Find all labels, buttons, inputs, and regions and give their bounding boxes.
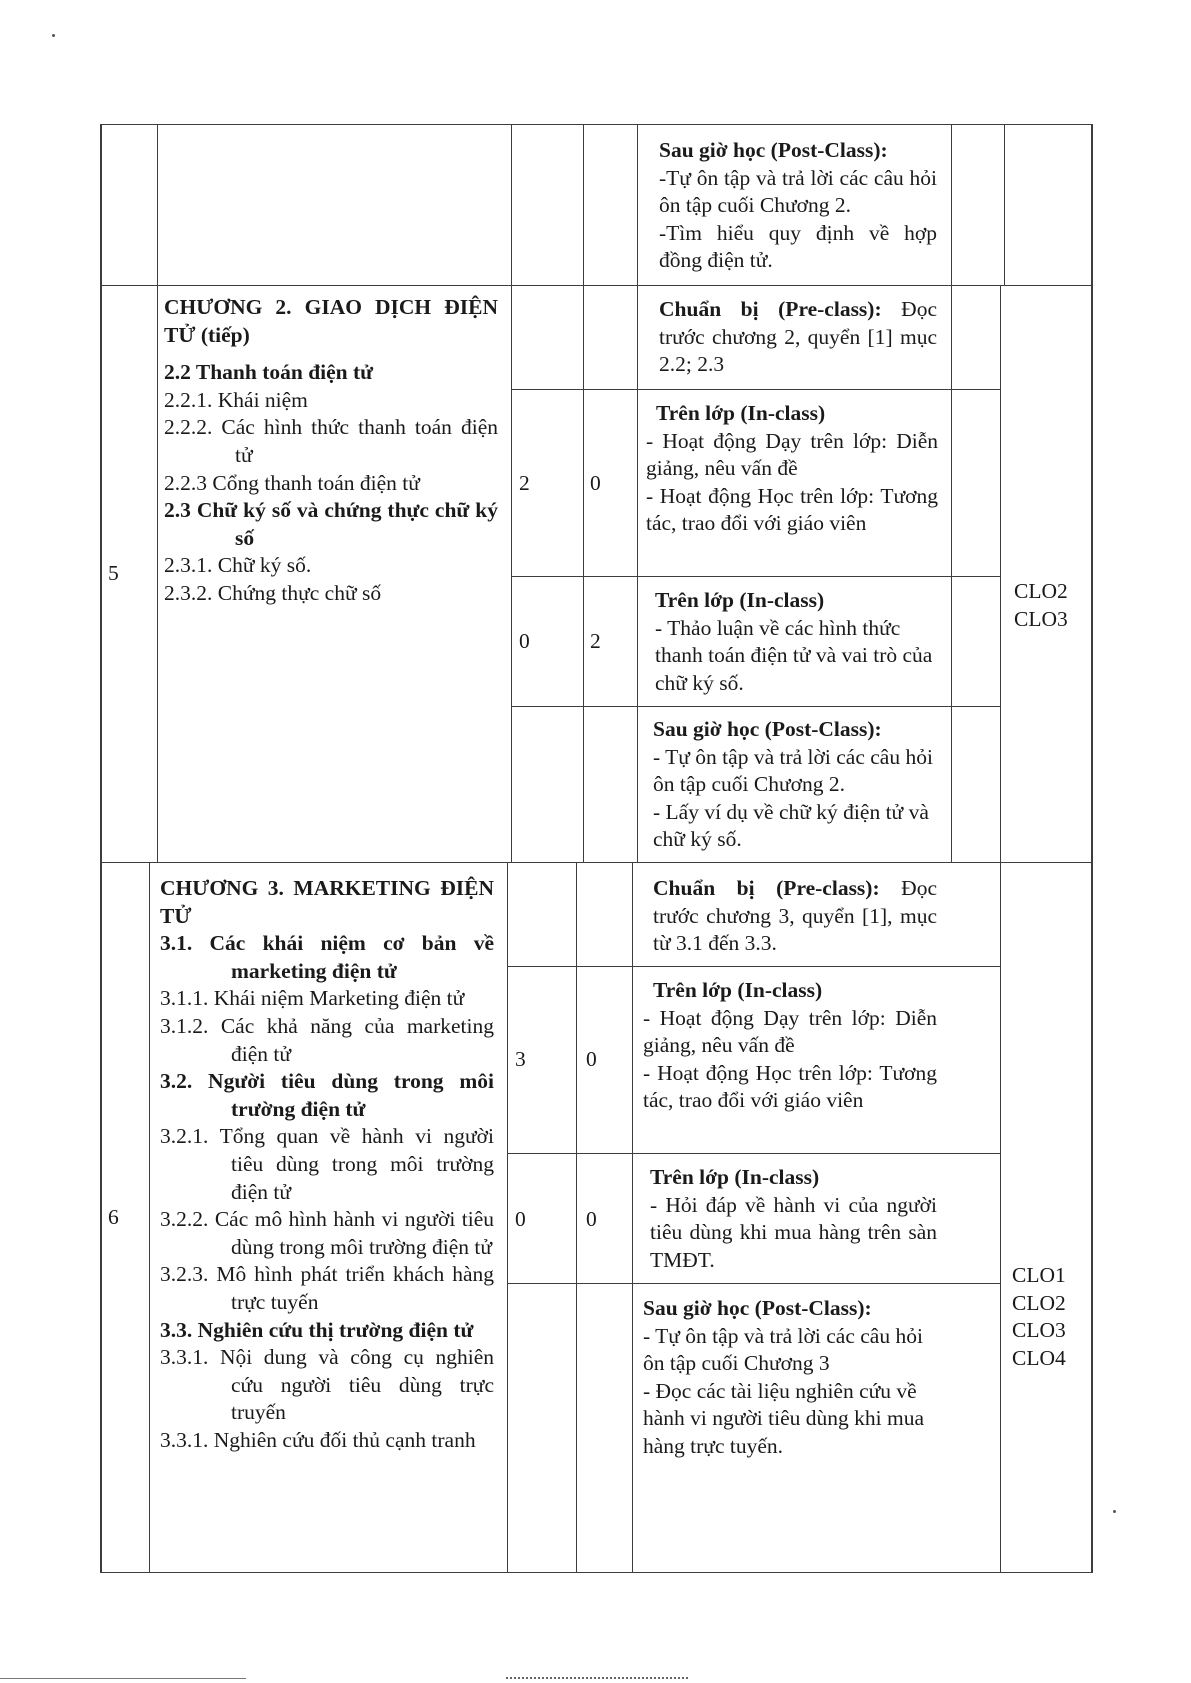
subsection-item: 2.3.2. Chứng thực chữ số bbox=[164, 580, 382, 605]
activity-line: - Đọc các tài liệu nghiên cứu về hành vi người tiêu dùng khi mua hàng trực tuyến. bbox=[643, 1378, 924, 1458]
theory-hours: 0 bbox=[515, 1207, 526, 1231]
subsection-item: 3.2.3. Mô hình phát triển khách hàng trực tuyến bbox=[160, 1262, 494, 1314]
activity-in-class bbox=[643, 977, 937, 1115]
subsection-item: 2.2.3 Cổng thanh toán điện tử bbox=[164, 470, 420, 495]
activity-line: - Hoạt động Dạy trên lớp: Diễn giảng, nêu vấn đề bbox=[643, 1005, 937, 1058]
clo-code: CLO3 bbox=[1012, 1318, 1066, 1343]
activity-line: - Tự ôn tập và trả lời các câu hỏi ôn tập cuối Chương 3 bbox=[643, 1323, 923, 1376]
subsection-item: 3.3.1. Nội dung và công cụ nghiên cứu người tiêu dùng trực truyến bbox=[160, 1345, 494, 1425]
practice-hours: 0 bbox=[590, 471, 601, 495]
subsection-item: 2.3.1. Chữ ký số. bbox=[164, 553, 312, 578]
section-heading: 3.3. Nghiên cứu thị trường điện tử bbox=[160, 1317, 474, 1342]
activity-line: -Tự ôn tập và trả lời các câu hỏi ôn tập cuối Chương 2. bbox=[659, 165, 937, 218]
subsection-item: 3.2.2. Các mô hình hành vi người tiêu dùng trong môi trường điện tử bbox=[160, 1207, 494, 1259]
subsection-item: 3.1.1. Khái niệm Marketing điện tử bbox=[160, 986, 465, 1011]
activity-line: - Tự ôn tập và trả lời các câu hỏi ôn tập cuối Chương 2. bbox=[653, 744, 933, 797]
activity-in-class bbox=[650, 1164, 937, 1274]
subsection-item: 3.1.2. Các khả năng của marketing điện tử bbox=[160, 1013, 494, 1066]
activity-post-class bbox=[643, 1295, 937, 1461]
activity-post-class bbox=[659, 137, 937, 275]
week-number: 6 bbox=[108, 1205, 119, 1229]
chapter-content bbox=[160, 875, 494, 1454]
clo-code: CLO1 bbox=[1012, 1263, 1066, 1287]
clo-code: CLO2 bbox=[1012, 1290, 1066, 1315]
clo-code: CLO4 bbox=[1012, 1345, 1066, 1370]
activity-title: Trên lớp (In-class) bbox=[656, 401, 826, 425]
activity-post-class bbox=[653, 716, 937, 854]
activity-title: Chuẩn bị (Pre-class): bbox=[653, 876, 880, 900]
week-number: 5 bbox=[108, 561, 119, 585]
activity-line: - Thảo luận về các hình thức thanh toán điện tử và vai trò của chữ ký số. bbox=[655, 615, 933, 695]
activity-title: Trên lớp (In-class) bbox=[653, 978, 823, 1002]
section-heading: 2.3 Chữ ký số và chứng thực chữ ký số bbox=[164, 498, 498, 550]
activity-pre-class bbox=[659, 296, 937, 379]
activity-title: Chuẩn bị (Pre-class): bbox=[659, 297, 882, 321]
section-heading: 2.2 Thanh toán điện tử bbox=[164, 360, 374, 385]
scan-speck bbox=[1113, 1510, 1116, 1513]
section-heading: 3.1. Các khái niệm cơ bản về marketing điện tử bbox=[160, 931, 494, 983]
chapter-content bbox=[164, 294, 498, 608]
clo-code: CLO3 bbox=[1014, 606, 1068, 631]
activity-title: Sau giờ học (Post-Class): bbox=[653, 717, 882, 741]
theory-hours: 2 bbox=[519, 471, 530, 495]
theory-hours: 3 bbox=[515, 1047, 526, 1071]
chapter-heading: CHƯƠNG 3. MARKETING ĐIỆN TỬ bbox=[160, 876, 494, 928]
subsection-item: 2.2.1. Khái niệm bbox=[164, 387, 308, 412]
theory-hours: 0 bbox=[519, 629, 530, 653]
activity-line: - Hỏi đáp về hành vi của người tiêu dùng khi mua hàng trên sàn TMĐT. bbox=[650, 1192, 937, 1272]
activity-line: -Tìm hiểu quy định về hợp đồng điện tử. bbox=[659, 220, 937, 273]
clo-code: CLO2 bbox=[1014, 579, 1068, 603]
clo-list bbox=[1012, 1262, 1082, 1372]
activity-line: - Lấy ví dụ về chữ ký điện tử và chữ ký số. bbox=[653, 799, 929, 852]
subsection-item: 3.2.1. Tổng quan về hành vi người tiêu dùng trong môi trường điện tử bbox=[160, 1124, 494, 1204]
activity-text: Đọc trước chương 2, quyển [1] mục 2.2; 2.3 bbox=[659, 297, 937, 377]
activity-line: - Hoạt động Học trên lớp: Tương tác, trao đổi với giáo viên bbox=[643, 1060, 937, 1113]
activity-line: - Hoạt động Học trên lớp: Tương tác, trao đổi với giáo viên bbox=[646, 483, 938, 536]
activity-text: Đọc trước chương 3, quyển [1], mục từ 3.1 đến 3.3. bbox=[653, 876, 937, 956]
footer-dots bbox=[506, 1677, 688, 1679]
chapter-heading: CHƯƠNG 2. GIAO DỊCH ĐIỆN TỬ (tiếp) bbox=[164, 295, 498, 347]
section-heading: 3.2. Người tiêu dùng trong môi trường điện tử bbox=[160, 1069, 494, 1121]
footer-rule bbox=[0, 1678, 246, 1679]
practice-hours: 0 bbox=[586, 1207, 597, 1231]
subsection-item: 3.3.1. Nghiên cứu đối thủ cạnh tranh bbox=[160, 1427, 476, 1452]
practice-hours: 2 bbox=[590, 629, 601, 653]
scan-speck bbox=[52, 34, 55, 37]
activity-title: Sau giờ học (Post-Class): bbox=[643, 1296, 872, 1320]
activity-title: Sau giờ học (Post-Class): bbox=[659, 138, 888, 162]
activity-in-class bbox=[646, 400, 938, 538]
activity-title: Trên lớp (In-class) bbox=[650, 1165, 820, 1189]
activity-line: - Hoạt động Dạy trên lớp: Diễn giảng, nêu vấn đề bbox=[646, 428, 938, 481]
practice-hours: 0 bbox=[586, 1047, 597, 1071]
activity-in-class bbox=[655, 587, 937, 697]
activity-pre-class bbox=[653, 875, 937, 958]
subsection-item: 2.2.2. Các hình thức thanh toán điện tử bbox=[164, 415, 498, 467]
clo-list bbox=[1014, 578, 1084, 633]
activity-title: Trên lớp (In-class) bbox=[655, 588, 825, 612]
